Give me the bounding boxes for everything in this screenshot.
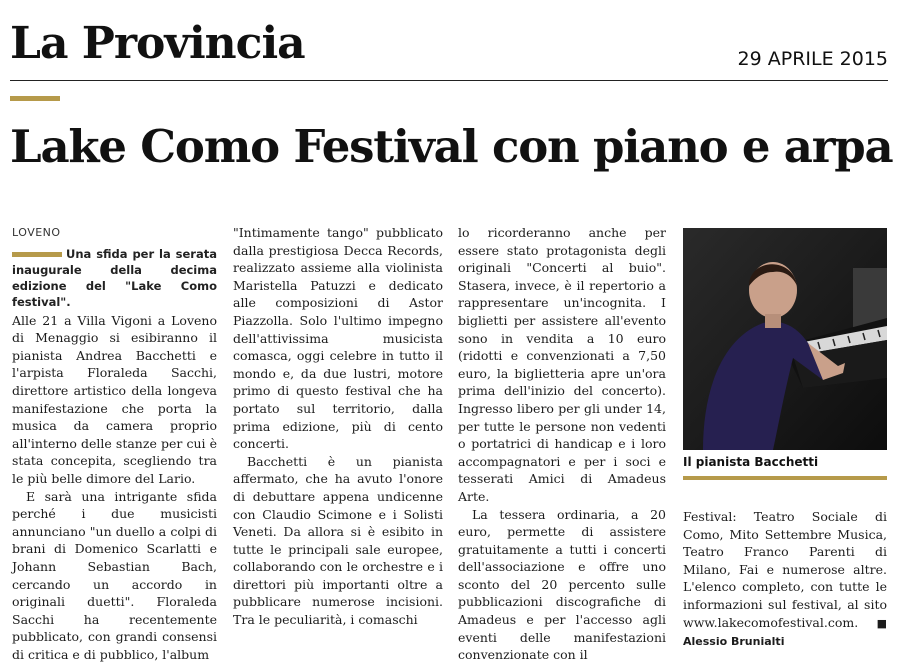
newspaper-masthead: La Provincia: [10, 18, 305, 69]
author-byline: ■ Alessio Brunialti: [683, 616, 887, 649]
header-rule: [10, 80, 888, 81]
article-column-4: [683, 508, 887, 651]
article-paragraph: Bacchetti è un pianista affermato, che ha avuto l'onore di debuttare appena undicenne con Claudio Scimone e i Solisti Veneti. Da allora si è esibito in tutte le principali sale europee, collaborando con le orchestre e i direttori più importanti oltre a pubblicare numerose incisioni. Tra le peculiarità, i comaschi: [233, 453, 443, 628]
pianist-photo-illustration: [683, 228, 887, 450]
article-paragraph: lo ricorderanno anche per essere stato protagonista degli originali "Concerti al buio". Stasera, invece, è il repertorio a rappresentare un'incognita. I biglietti per assistere all'evento sono in vendita a 10 euro (ridotti e convenzionati a 7,50 euro, la biglietteria apre un'ora prima dell'inizio del concerto). Ingresso libero per gli under 14, per tutte le persone non vedenti o portatrici di handicap e i loro accompagnatori e per i soci e tesserati Amici di Amadeus Arte.: [458, 225, 666, 504]
article-column-1: [12, 224, 217, 663]
article-column-2: [233, 224, 443, 629]
article-paragraph-text: Festival: Teatro Sociale di Como, Mito Settembre Musica, Teatro Franco Parenti di Milano, Fai e numerose altre. L'elenco completo, con tutte le informazioni sul festival, al sito www.lakecomofestival.com.: [683, 509, 887, 630]
photo-caption: Il pianista Bacchetti: [683, 455, 819, 469]
dateline-place: LOVENO: [12, 226, 61, 239]
article-paragraph: "Intimamente tango" pubblicato dalla prestigiosa Decca Records, realizzato assieme alla violinista Maristella Patuzzi e dedicato alle composizioni di Astor Piazzolla. Solo l'ultimo impegno dell'attivissima musicista comasca, oggi celebre in tutto il mondo e, da due lustri, motore primo di questo festival che ha portato sul territorio, dalla prima edizione, più di cento concerti.: [233, 225, 443, 452]
article-lead: [12, 246, 217, 310]
pianist-photo: [683, 228, 887, 450]
lead-text: Una sfida per la serata inaugurale della decima edizione del "Lake Como festival".: [12, 246, 217, 309]
article-paragraph: La tessera ordinaria, a 20 euro, permette di assistere gratuitamente a tutti i concerti dell'associazione e offre uno sconto del 20 percento sulle pubblicazioni discografiche di Amadeus e per l'accesso agli eventi delle manifestazioni convenzionate con il: [458, 506, 666, 663]
publication-date: 29 APRILE 2015: [737, 48, 888, 70]
accent-bar: [10, 96, 60, 101]
article-paragraph: Alle 21 a Villa Vigoni a Loveno di Menaggio si esibiranno il pianista Andrea Bacchetti e l'arpista Floraleda Sacchi, direttore artistico della longeva manifestazione che porta la musica da camera proprio all'interno delle stanze per cui è stata concepita, scegliendo tra le più belle dimore del Lario.: [12, 312, 217, 486]
article-headline: Lake Como Festival con piano e arpa: [10, 120, 893, 173]
article-paragraph: [683, 508, 887, 651]
article-paragraph: E sarà una intrigante sfida perché i due musicisti annunciano "un duello a colpi di brani di Domenico Scarlatti e Johann Sebastian Bach, cercando un accordo in originali duetti". Floraleda Sacchi ha recentemente pubblicato, con grandi consensi di critica e di pubblico, l'album: [12, 488, 217, 662]
caption-accent-bar: [683, 476, 887, 480]
article-column-3: [458, 224, 666, 664]
lead-accent-bar: [12, 252, 62, 257]
